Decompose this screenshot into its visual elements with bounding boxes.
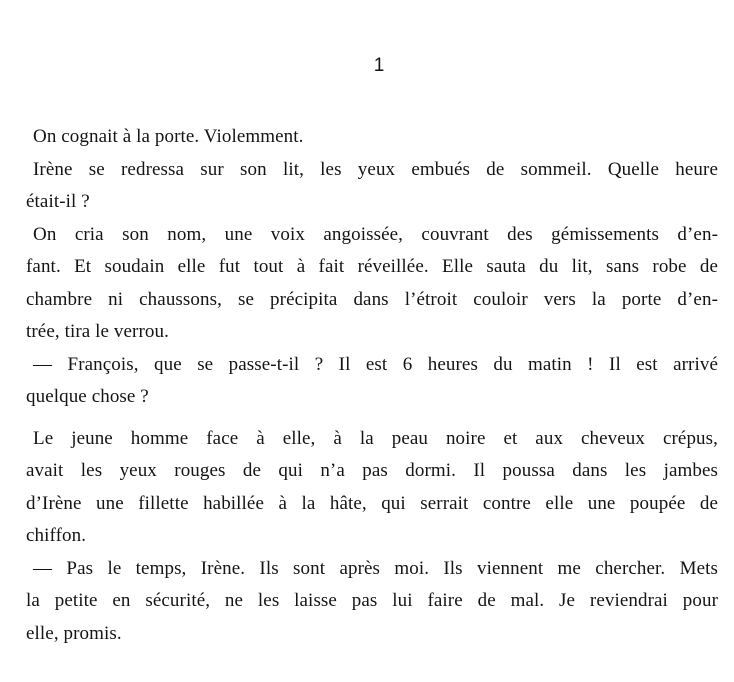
paragraph [26, 219, 718, 349]
text-line: la petite en sécurité, ne les laisse pas lui faire de mal. Je reviendrai pour [26, 590, 718, 611]
paragraph-dialogue [26, 349, 718, 414]
text-line: était-il ? [26, 191, 90, 212]
text-line: trée, tira le verrou. [26, 321, 169, 342]
text-line: chambre ni chaussons, se précipita dans l’étroit couloir vers la porte d’en- [26, 288, 718, 310]
text-line: d’Irène une fillette habillée à la hâte, qui serrait contre elle une poupée de [26, 492, 718, 514]
text-line: Irène se redressa sur son lit, les yeux embués de sommeil. Quelle heure [33, 158, 718, 180]
paragraph [26, 423, 718, 553]
paragraph-dialogue [26, 553, 718, 651]
text-block [26, 121, 718, 650]
chapter-number: 1 [373, 55, 385, 76]
text-line: fant. Et soudain elle fut tout à fait réveillée. Elle sauta du lit, sans robe de [26, 256, 718, 277]
paragraph [26, 121, 718, 154]
text-line: Le jeune homme face à elle, à la peau noire et aux cheveux crépus, [33, 427, 718, 449]
text-line: chiffon. [26, 525, 87, 546]
text-line: On cognait à la porte. Violemment. [33, 126, 304, 147]
text-line: — François, que se passe-t-il ? Il est 6 heures du matin ! Il est arrivé [33, 353, 718, 375]
text-line: elle, promis. [26, 622, 122, 644]
text-line: On cria son nom, une voix angoissée, couvrant des gémissements d’en- [33, 223, 718, 245]
text-line: quelque chose ? [26, 386, 149, 407]
text-line: avait les yeux rouges de qui n’a pas dormi. Il poussa dans les jambes [26, 460, 718, 481]
text-line: — Pas le temps, Irène. Ils sont après moi. Ils viennent me chercher. Mets [33, 557, 718, 579]
paragraph [26, 154, 718, 219]
